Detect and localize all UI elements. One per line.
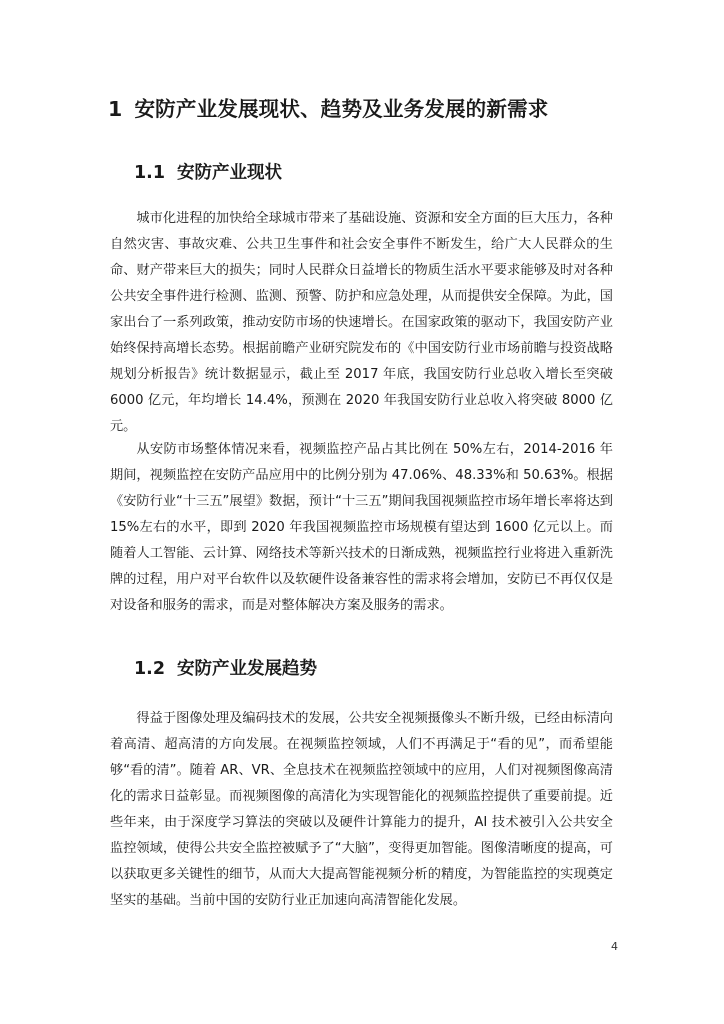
section-number: 1.1 [134, 163, 166, 183]
paragraph-industry-trends: 得益于图像处理及编码技术的发展，公共安全视频摄像头不断升级，已经由标清向着高清、超高清的方向发展。在视频监控领域，人们不再满足于“看的见”，而希望能够“看的清”。随着 AR、VR、全息技术在视频监控领域中的应用，人们对视频图像高清化的需求日益彰显。而视频图像的高清化为实现智能化的视频监控提供了重要前提。近些年来，由于深度学习算法的突破以及硬件计算能力的提升，AI 技术被引入公共安全监控领域，使得公共安全监控被赋予了“大脑”，变得更加智能。图像清晰度的提高，可以获取更多关键性的细节，从而大大提高智能视频分析的精度，为智能监控的实现奠定坚实的基础。当前中国的安防行业正加速向高清智能化发展。 [110, 711, 613, 908]
paragraph-industry-status: 城市化进程的加快给全球城市带来了基础设施、资源和安全方面的巨大压力，各种自然灾害、事故灾难、公共卫生事件和社会安全事件不断发生，给广大人民群众的生命、财产带来巨大的损失；同时人民群众日益增长的物质生活水平要求能够及时对各种公共安全事件进行检测、监测、预警、防护和应急处理，从而提供安全保障。为此，国家出台了一系列政策，推动安防市场的快速增长。在国家政策的驱动下，我国安防产业始终保持高增长态势。根据前瞻产业研究院发布的《中国安防行业市场前瞻与投资战略规划分析报告》统计数据显示，截止至 2017 年底，我国安防行业总收入增长至突破 6000 亿元，年均增长 14.4%，预测在 2020 年我国安防行业总收入将突破 8000 亿元。 [110, 211, 613, 434]
page-number: 4 [611, 940, 618, 953]
chapter-heading [108, 92, 668, 126]
section-heading-1-1 [134, 158, 282, 188]
section-number: 1.2 [134, 659, 166, 679]
chapter-title: 安防产业发展现状、趋势及业务发展的新需求 [134, 97, 549, 121]
section-title: 安防产业现状 [177, 163, 283, 183]
chapter-number: 1 [108, 97, 123, 121]
paragraph-video-surveillance-market: 从安防市场整体情况来看，视频监控产品占其比例在 50%左右，2014-2016 年期间，视频监控在安防产品应用中的比例分别为 47.06%、48.33%和 50.63%。根据《安防行业“十三五”展望》数据，预计“十三五”期间我国视频监控市场年增长率将达到 15%左右的水平，即到 2020 年我国视频监控市场规模有望达到 1600 亿元以上。而随着人工智能、云计算、网络技术等新兴技术的日渐成熟，视频监控行业将进入重新洗牌的过程，用户对平台软件以及软硬件设备兼容性的需求将会增加，安防已不再仅仅是对设备和服务的需求，而是对整体解决方案及服务的需求。 [110, 442, 613, 613]
section-title: 安防产业发展趋势 [177, 659, 318, 679]
section-heading-1-2 [134, 654, 317, 684]
